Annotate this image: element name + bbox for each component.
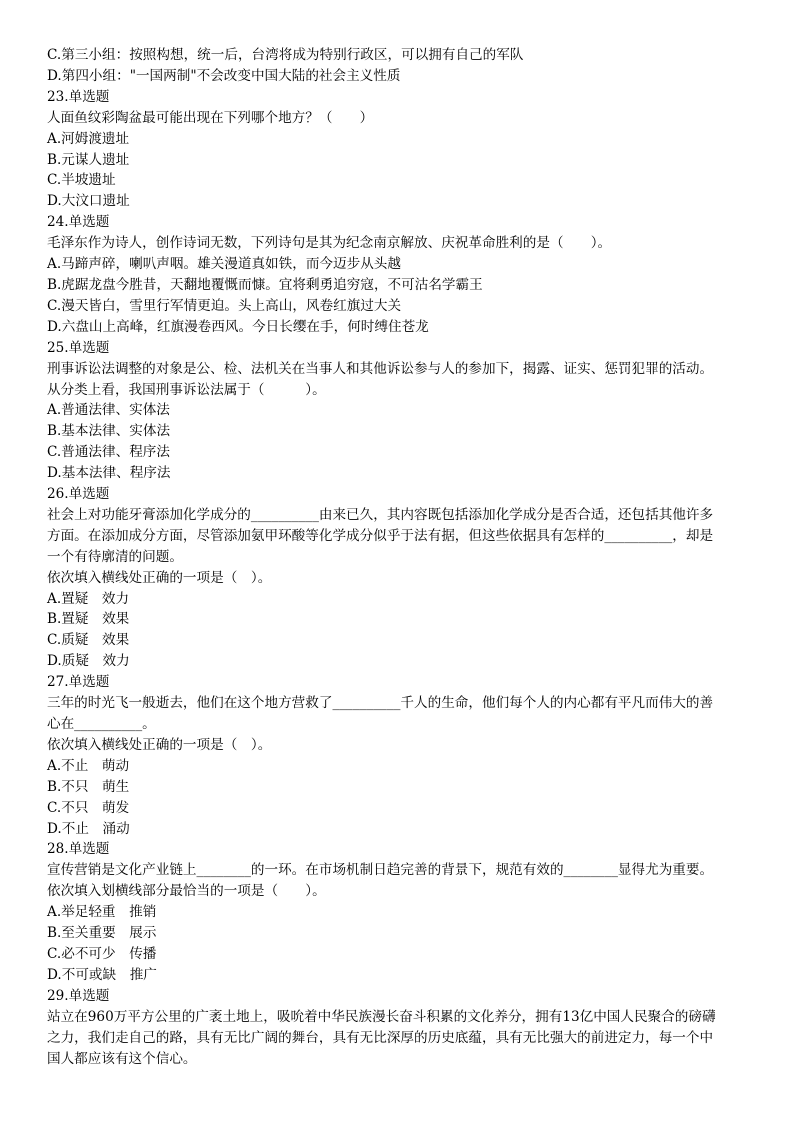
option-a[interactable]: A.不止 萌动: [47, 757, 130, 774]
option-a[interactable]: A.马蹄声碎，喇叭声咽。雄关漫道真如铁，而今迈步从头越: [47, 256, 401, 273]
question-text: 宣传营销是文化产业链上________的一环。在市场机制日趋完善的背景下，规范有效的________显得尤为重要。: [47, 862, 714, 879]
option-b[interactable]: B.至关重要 展示: [47, 925, 157, 942]
question-24: [47, 212, 759, 337]
option-a[interactable]: A.置疑 效力: [47, 590, 130, 607]
question-instruction: 依次填入横线处正确的一项是（ ）。: [47, 736, 272, 753]
question-header: 25.单选题: [47, 339, 110, 356]
question-28: [47, 839, 759, 985]
option-d[interactable]: D.不止 涌动: [47, 820, 130, 837]
option-d[interactable]: D.基本法律、程序法: [47, 465, 171, 482]
intro-line: C.第三小组：按照构想，统一后，台湾将成为特别行政区，可以拥有自己的军队: [47, 47, 524, 63]
option-b[interactable]: B.置疑 效果: [47, 611, 130, 628]
question-header: 29.单选题: [47, 987, 110, 1004]
question-text: 站立在960万平方公里的广袤土地上，吸吮着中华民族漫长奋斗积累的文化养分，拥有13亿中国人民聚合的磅礴: [47, 1008, 716, 1025]
option-a[interactable]: A.普通法律、实体法: [47, 402, 170, 419]
option-c[interactable]: C.漫天皆白，雪里行军情更迫。头上高山，风卷红旗过大关: [47, 297, 402, 314]
question-text: 三年的时光飞一般逝去，他们在这个地方营救了__________千人的生命，他们每个人的内心都有平凡而伟大的善: [47, 695, 714, 712]
question-text: 社会上对功能牙膏添加化学成分的__________由来已久，其内容既包括添加化学成分是否合适，还包括其他许多: [47, 506, 714, 523]
question-header: 24.单选题: [47, 214, 110, 231]
document-page: [47, 45, 759, 1069]
question-text: 人面鱼纹彩陶盆最可能出现在下列哪个地方？（ ）: [47, 109, 374, 126]
option-c[interactable]: C.质疑 效果: [47, 632, 130, 649]
option-c[interactable]: C.必不可少 传播: [47, 945, 157, 962]
option-b[interactable]: B.元谋人遗址: [47, 151, 130, 168]
option-b[interactable]: B.不只 萌生: [47, 778, 130, 795]
option-b[interactable]: B.虎踞龙盘今胜昔，天翻地覆慨而慷。宜将剩勇追穷寇，不可沽名学霸王: [47, 276, 483, 293]
option-c[interactable]: C.半坡遗址: [47, 172, 116, 189]
question-text: 从分类上看，我国刑事诉讼法属于（ ）。: [47, 381, 326, 398]
option-c[interactable]: C.普通法律、程序法: [47, 444, 170, 461]
question-25: [47, 338, 759, 484]
option-d[interactable]: D.大汶口遗址: [47, 193, 130, 210]
question-text: 方面。在添加成分方面，尽管添加氨甲环酸等化学成分似乎于法有据，但这些依据具有怎样的__________，却是: [47, 527, 714, 544]
question-header: 27.单选题: [47, 674, 110, 691]
question-29: [47, 986, 759, 1070]
option-a[interactable]: A.河姆渡遗址: [47, 130, 130, 147]
question-27: [47, 672, 759, 839]
question-text: 毛泽东作为诗人，创作诗词无数，下列诗句是其为纪念南京解放、庆祝革命胜利的是（ ）。: [47, 235, 612, 252]
question-text: 国人都应该有这个信心。: [47, 1050, 197, 1067]
intro-block: [47, 45, 759, 87]
question-text: 一个有待廓清的问题。: [47, 548, 183, 565]
question-header: 26.单选题: [47, 486, 110, 503]
option-c[interactable]: C.不只 萌发: [47, 799, 130, 816]
question-header: 23.单选题: [47, 88, 110, 105]
intro-line: D.第四小组："一国两制"不会改变中国大陆的社会主义性质: [47, 67, 401, 84]
option-a[interactable]: A.举足轻重 推销: [47, 904, 157, 921]
question-header: 28.单选题: [47, 841, 110, 858]
option-d[interactable]: D.不可或缺 推广: [47, 966, 157, 983]
option-d[interactable]: D.六盘山上高峰，红旗漫卷西风。今日长缨在手，何时缚住苍龙: [47, 318, 429, 335]
question-text: 心在__________。: [47, 716, 156, 732]
question-text: 之力，我们走自己的路，具有无比广阔的舞台，具有无比深厚的历史底蕴，具有无比强大的前进定力，每一个中: [47, 1029, 714, 1046]
question-26: [47, 484, 759, 672]
question-instruction: 依次填入横线处正确的一项是（ ）。: [47, 569, 272, 586]
question-text: 刑事诉讼法调整的对象是公、检、法机关在当事人和其他诉讼参与人的参加下，揭露、证实、惩罚犯罪的活动。: [47, 360, 714, 377]
question-23: [47, 87, 759, 212]
option-d[interactable]: D.质疑 效力: [47, 653, 130, 670]
option-b[interactable]: B.基本法律、实体法: [47, 423, 171, 440]
question-instruction: 依次填入划横线部分最恰当的一项是（ ）。: [47, 883, 326, 900]
